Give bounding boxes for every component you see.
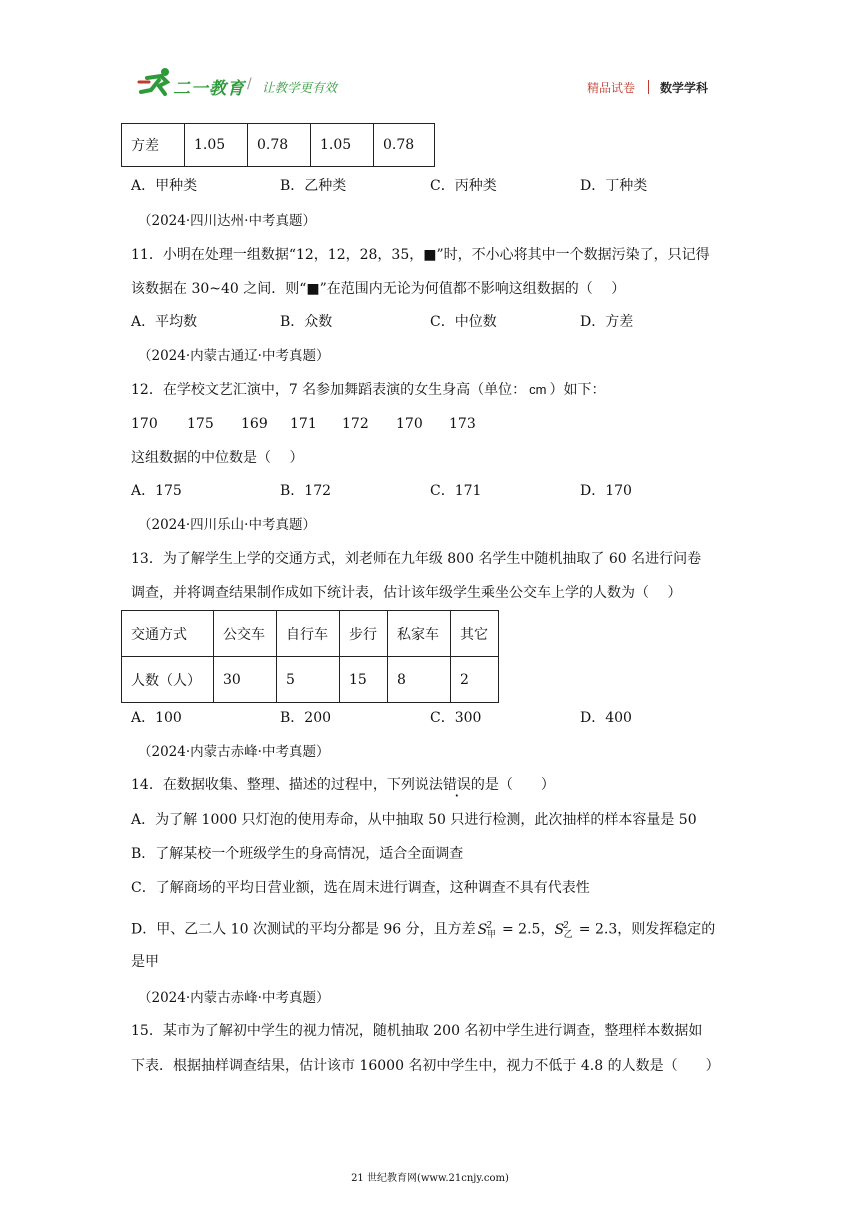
- option-b: B．了解某校一个班级学生的身高情况，适合全面调查: [131, 846, 464, 862]
- data-value: 169: [241, 416, 268, 432]
- footer: 21 世纪教育网(www.21cnjy.com): [351, 1173, 509, 1184]
- question-13-line1: 13．为了解学生上学的交通方式，刘老师在九年级 800 名学生中随机抽取了 60 名进行问卷: [131, 551, 702, 567]
- option-b: B．众数: [280, 314, 333, 330]
- question-13-line2: 调查，并将调查结果制作成如下统计表，估计该年级学生乘坐公交车上学的人数为（ ）: [131, 585, 682, 601]
- table-cell: 步行: [340, 611, 388, 657]
- option-d: D．丁种类: [580, 178, 648, 194]
- slogan: 让教学更有效: [262, 80, 338, 95]
- option-a: A．平均数: [131, 314, 198, 330]
- option-d: D．170: [580, 483, 632, 499]
- table-cell: 15: [340, 657, 388, 703]
- table-cell: 方差: [122, 124, 185, 167]
- data-value: 172: [342, 416, 369, 432]
- data-value: 170: [131, 416, 158, 432]
- option-d-continued: 是甲: [131, 954, 159, 970]
- question-15-line2: 下表．根据抽样调查结果，估计该市 16000 名初中学生中，视力不低于 4.8 的人数是（ ）: [131, 1058, 720, 1074]
- logo-text: 二一教育: [173, 79, 245, 99]
- table-cell: 0.78: [374, 124, 435, 167]
- logo-divider: /: [247, 76, 252, 92]
- table-cell: 交通方式: [122, 611, 214, 657]
- table-cell: 30: [214, 657, 277, 703]
- option-c: C．了解商场的平均日营业额，选在周末进行调查，这种调查不具有代表性: [131, 880, 590, 896]
- option-a: A．100: [131, 710, 182, 726]
- option-a: A．甲种类: [131, 178, 198, 194]
- question-12-line3: 这组数据的中位数是（ ）: [131, 450, 304, 466]
- option-c: C．中位数: [430, 314, 497, 330]
- runner-logo-icon: [137, 66, 177, 98]
- question-11-line1: 11．小明在处理一组数据“12，12，28，35，■”时，不小心将其中一个数据污染了，只记得: [131, 247, 710, 263]
- question-15-line1: 15．某市为了解初中学生的视力情况，随机抽取 200 名初中学生进行调查，整理样本数据如: [131, 1023, 703, 1039]
- option-b: B．200: [280, 710, 332, 726]
- question-source: （2024·四川达州·中考真题）: [138, 213, 316, 229]
- emphasis-text: 错误: [442, 777, 471, 793]
- table-cell: 8: [388, 657, 451, 703]
- transport-table: [121, 610, 499, 703]
- table-cell: 私家车: [388, 611, 451, 657]
- question-14-stem: 14．在数据收集、整理、描述的过程中，下列说法错误的是（ ）: [131, 777, 555, 793]
- table-cell: 人数（人）: [122, 657, 214, 703]
- option-d: D．方差: [580, 314, 634, 330]
- table-cell: 2: [451, 657, 499, 703]
- table-cell: 其它: [451, 611, 499, 657]
- option-a: A．为了解 1000 只灯泡的使用寿命，从中抽取 50 只进行检测，此次抽样的样本容量是 50: [131, 812, 697, 828]
- option-c: C．丙种类: [430, 178, 497, 194]
- header-right-label: 精品试卷: [587, 81, 636, 95]
- option-d: D．甲、乙二人 10 次测试的平均分都是 96 分，且方差 $S^2_甲 = 2.5$，$S^2_乙 = 2.3$，则发挥稳定的: [131, 921, 716, 941]
- table-cell: 5: [277, 657, 340, 703]
- option-c: C．300: [430, 710, 482, 726]
- table-cell: 1.05: [185, 124, 248, 167]
- option-b: B．172: [280, 483, 332, 499]
- variance-formula-yi: $S^2_乙$: [554, 921, 573, 941]
- header-right-subject: 数学学科: [660, 81, 709, 95]
- option-b: B．乙种类: [280, 178, 347, 194]
- unit-label: cm: [529, 382, 547, 397]
- table-cell: 1.05: [311, 124, 374, 167]
- option-d: D．400: [580, 710, 632, 726]
- table-cell: 自行车: [277, 611, 340, 657]
- option-c: C．171: [430, 483, 482, 499]
- data-value: 170: [396, 416, 423, 432]
- question-source: （2024·四川乐山·中考真题）: [138, 517, 316, 533]
- table-cell: 0.78: [248, 124, 311, 167]
- question-12-line1: 12．在学校文艺汇演中，7 名参加舞蹈表演的女生身高（单位： cm ）如下：: [131, 382, 606, 398]
- table-row: [122, 657, 499, 703]
- data-value: 175: [187, 416, 214, 432]
- data-value: 171: [290, 416, 317, 432]
- variance-table: [121, 123, 435, 167]
- variance-formula-jia: $S^2_甲$: [477, 921, 496, 941]
- data-value: 173: [449, 416, 476, 432]
- question-source: （2024·内蒙古赤峰·中考真题）: [138, 990, 330, 1006]
- question-11-line2: 该数据在 30~40 之间．则“■”在范围内无论为何值都不影响这组数据的（ ）: [131, 281, 626, 297]
- table-row: [122, 124, 435, 167]
- header-separator: [648, 80, 649, 94]
- table-cell: 公交车: [214, 611, 277, 657]
- header: [0, 0, 860, 110]
- option-a: A．175: [131, 483, 182, 499]
- table-header-row: [122, 611, 499, 657]
- question-source: （2024·内蒙古通辽·中考真题）: [138, 348, 330, 364]
- question-source: （2024·内蒙古赤峰·中考真题）: [138, 744, 330, 760]
